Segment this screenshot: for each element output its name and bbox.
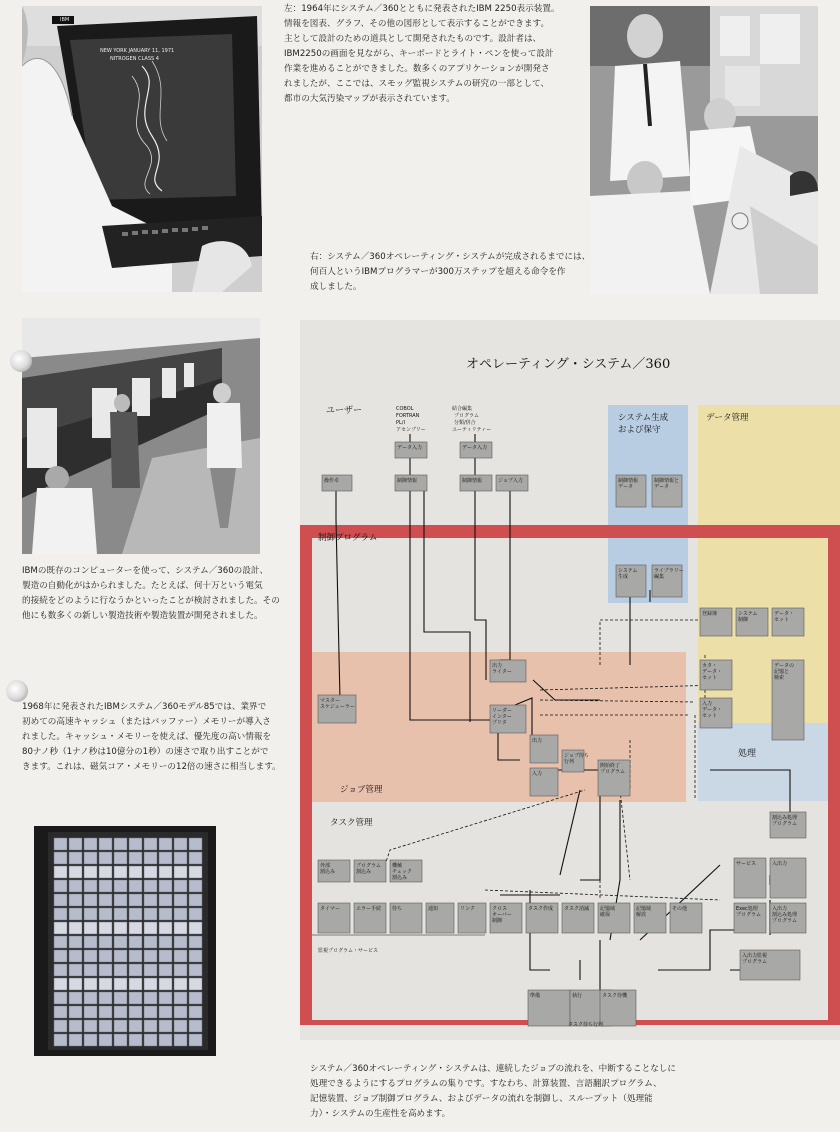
diagram-box-label: タスク作成 [528,906,554,912]
diagram-box-label: データ・ [774,611,795,617]
memory-chip [129,866,142,878]
memory-chip [159,1034,172,1046]
lang-fortran: FORTRAN [396,413,420,419]
caption-line: れましたが、ここでは、スモッグ監視システムの研究の一部として、 [284,79,550,89]
service-label: 監視プログラム・サービス [318,948,378,954]
caption-line: 右：システム／360オペレーティング・システムが完成されるまでには、 [310,252,591,262]
diagram-box-label: ライブラリー [654,568,684,574]
memory-chip [99,838,112,850]
diagram-box-label: 制御情報 [618,478,639,484]
caption-line: 何百人というIBMプログラマーが300万ステップを超える命令を作 [310,267,566,277]
diagram-box-label: 入出力 [772,861,788,867]
memory-chip [159,880,172,892]
memory-chip [114,908,127,920]
memory-chip [54,950,67,962]
diagram-box-label: 待ち [392,906,403,912]
memory-chip [69,908,82,920]
memory-chip [129,880,142,892]
memory-chip [174,1034,187,1046]
diagram-box-label: 制御情報と [654,478,680,484]
memory-chip [129,894,142,906]
diagram-box-label: 割込み処理 [772,815,798,821]
diagram-box-label: 出力 [532,738,543,744]
memory-chip [84,950,97,962]
memory-chip [189,922,202,934]
memory-chip [99,936,112,948]
memory-chip [114,880,127,892]
memory-chip [99,978,112,990]
memory-chip [69,852,82,864]
diagram-box-label: 記憶域 [636,906,652,912]
memory-chip [189,950,202,962]
memory-chip [144,1006,157,1018]
programmers-photo [590,6,818,294]
memory-chip [99,880,112,892]
diagram-box-label: オーバー [492,912,512,918]
memory-chip [54,1020,67,1032]
diagram-box-label: マスター [320,698,341,704]
diagram-box-label: セット [702,713,718,719]
memory-chip [189,964,202,976]
util-program: プログラム [454,413,479,419]
memory-chip [189,894,202,906]
memory-chip [99,908,112,920]
memory-chip [144,950,157,962]
diagram-box-label: 割込み [356,869,372,875]
memory-chip [84,880,97,892]
memory-chip [174,894,187,906]
memory-chip [174,1006,187,1018]
memory-chip [189,866,202,878]
screen-text-line-1: NEW YORK JANUARY 11, 1971 [100,48,175,54]
bullet-marker [10,350,32,372]
memory-chip [114,1034,127,1046]
caption-line: 成しました。 [310,282,362,292]
diagram-box-label: プログラム [736,912,761,918]
diagram-box-label: 入出力監視 [742,953,768,959]
memory-chip [99,894,112,906]
diagram-box-label: システム [738,611,758,617]
diagram-box-label: セット [702,675,718,681]
memory-chip [84,1006,97,1018]
diagram-box-label: タイマー [320,906,340,912]
os360-diagram [300,320,840,1040]
label-processing: 処理 [738,749,757,759]
memory-chip [144,936,157,948]
lang-pl1: PL/I [396,420,405,426]
memory-chip [174,880,187,892]
memory-chip [144,992,157,1004]
diagram-box-label: チェック [392,869,412,875]
diagram-box-label: 制御情報 [462,478,483,484]
memory-chip [159,838,172,850]
memory-chip [69,880,82,892]
diagram-box-label: その他 [672,906,688,912]
diagram-box-label: プログラム [356,863,381,869]
memory-chip [159,852,172,864]
caption-line: 都市の大気汚染マップが表示されています。 [284,94,455,104]
diagram-box-label: タスク待機 [602,993,628,999]
memory-chip [129,950,142,962]
diagram-box-label: データ [654,484,670,490]
diagram-box-label: Exec処理 [736,906,758,912]
memory-chip [159,1020,172,1032]
memory-chip [54,978,67,990]
diagram-box-label: 制御情報 [397,478,418,484]
diagram-box-label: ジョブ待ち [564,753,589,759]
memory-chip [99,1006,112,1018]
memory-chip [174,866,187,878]
memory-chip [159,978,172,990]
diagram-box-label: データ [618,484,634,490]
memory-chip [144,964,157,976]
diagram-box-label: インター [492,714,512,720]
memory-chip [189,992,202,1004]
memory-chip [174,852,187,864]
memory-chip [144,908,157,920]
diagram-box-label: 制御 [738,617,749,623]
diagram-box-label: スケジューラー [320,704,355,710]
caption-line: 他にも数多くの新しい製造技術や製造装置が開発されました。 [22,611,263,621]
diagram-box-label: 準備 [530,993,541,999]
memory-chip [114,852,127,864]
caption-line: システム／360オペレーティング・システムは、連続したジョブの流れを、中断することなしに [310,1064,676,1074]
label-data-management: データ管理 [706,413,749,423]
memory-chip [84,992,97,1004]
memory-chip [144,1020,157,1032]
memory-chip [189,838,202,850]
diagram-box-label: 通知 [428,906,439,912]
caption-line: 力）・システムの生産性を高めます。 [310,1109,451,1119]
diagram-box-label: プログラム [600,769,625,775]
caption-line: IBMの既存のコンピューターを使って、システム／360の設計、 [22,566,269,576]
memory-chip [129,964,142,976]
memory-chip [69,894,82,906]
memory-chip [54,964,67,976]
label-sysgen-2: および保守 [618,425,661,435]
memory-chip [129,922,142,934]
memory-chip [144,922,157,934]
memory-chip [174,950,187,962]
diagram-box-label: 解放 [636,912,647,918]
memory-chip [144,1034,157,1046]
memory-chip [69,866,82,878]
memory-chip [144,852,157,864]
caption-programmers [310,250,590,295]
memory-chip [84,838,97,850]
memory-chip [114,964,127,976]
memory-chip [129,1034,142,1046]
screen-text-line-2: NITROGEN CLASS 4 [110,56,159,62]
memory-chip [159,992,172,1004]
memory-chip [129,908,142,920]
memory-chip [174,992,187,1004]
caption-line: 情報を図表、グラフ、その他の図形として表示することができます。 [284,19,550,29]
diagram-box-label: 編集 [654,574,665,580]
diagram-box-label: 検索 [774,675,785,681]
diagram-box-label: 割込み [320,869,336,875]
memory-chip [189,1020,202,1032]
memory-chip [144,880,157,892]
memory-chip [69,1034,82,1046]
caption-line: きます。これは、磁気コア・メモリーの12倍の速さに相当します。 [22,762,281,772]
caption-line: 記憶装置、ジョブ制御プログラム、およびデータの流れを制御し、スループット（処理能 [310,1094,653,1104]
diagram-box-label: カタ・ [702,663,718,669]
diagram-box-label: データ・ [702,669,723,675]
label-job-management: ジョブ管理 [340,785,383,795]
memory-chip [84,978,97,990]
caption-line: 主として設計のための道具として開発されたものです。設計者は、 [284,34,542,44]
memory-chip [99,992,112,1004]
diagram-box-label: 入力 [702,701,713,707]
memory-chip [54,1006,67,1018]
memory-chip [159,866,172,878]
memory-chip [114,950,127,962]
memory-chip [159,908,172,920]
factory-photo [22,318,260,554]
memory-chip [189,978,202,990]
memory-chip [114,992,127,1004]
memory-chip [159,894,172,906]
diagram-box-label: 記憶域 [600,906,616,912]
memory-chip [159,922,172,934]
diagram-box-label: 登録簿 [702,611,718,617]
memory-chip [189,936,202,948]
diagram-box-label: 行列 [564,759,575,765]
memory-chip [69,936,82,948]
cache-memory-board-photo [34,826,216,1056]
memory-chip [84,1020,97,1032]
label-user: ユーザー [326,406,363,416]
memory-chip [189,852,202,864]
memory-chip [144,978,157,990]
memory-chip [114,936,127,948]
memory-chip [69,992,82,1004]
memory-chip [99,852,112,864]
memory-chip [129,1006,142,1018]
caption-os360 [310,1062,676,1122]
memory-chip [54,908,67,920]
caption-line: 製造の自動化がはかられました。たとえば、何十万という電気 [22,581,263,591]
memory-chip [174,838,187,850]
diagram-box-label: データの [774,663,795,669]
diagram-box-label: クロス [492,906,508,912]
diagram-box-label: プログラム [772,918,797,924]
diagram-box-label: システム [618,568,638,574]
memory-chip [54,880,67,892]
label-task-management: タスク管理 [330,818,373,828]
diagram-box-label: タスク消滅 [564,906,590,912]
lang-assembler: アセンブリー [396,427,426,433]
memory-chip [84,936,97,948]
diagram-box-label: プリタ [492,720,507,726]
diagram-box-label: リンク [460,906,475,912]
memory-chip [69,922,82,934]
memory-chip [84,852,97,864]
diagram-box-label: 入出力 [772,906,788,912]
memory-chip [54,838,67,850]
diagram-box-label: 割込み [392,875,408,881]
task-queue-label: タスク待ち行列 [568,1022,604,1028]
memory-chip [84,894,97,906]
caption-line: IBM2250の画面を見ながら、キーボードとライト・ペンを使って設計 [284,49,554,59]
caption-line: れました。キャッシュ・メモリーを使えば、優先度の高い情報を [22,732,272,742]
memory-chip [174,978,187,990]
ibm-2250-display-photo [22,6,262,292]
caption-ibm-2250 [284,2,560,107]
memory-chip [189,908,202,920]
diagram-box-label: 確保 [600,912,611,918]
caption-factory [22,564,280,624]
memory-chip [84,1034,97,1046]
util-linkage: 結合編集 [452,406,473,412]
caption-line: 初めての高速キャッシュ（またはバッファー）メモリーが導入さ [22,717,271,727]
memory-chip [114,1020,127,1032]
diagram-box-label: 出力 [492,663,503,669]
diagram-box-label: 執行 [572,993,583,999]
caption-line: 1968年に発表されたIBMシステム／360モデル85では、業界で [22,702,267,712]
diagram-box-label: ライター [492,669,512,675]
memory-chip [69,978,82,990]
memory-chip [174,936,187,948]
bullet-marker [6,680,28,702]
diagram-box-label: 外部 [320,863,331,869]
memory-chip [54,894,67,906]
diagram-box-label: 生成 [618,574,629,580]
diagram-box-label: 記憶と [774,669,790,675]
diagram-box-label: 割込み処理 [772,912,798,918]
memory-chip [114,894,127,906]
memory-chip [54,992,67,1004]
memory-chip [144,894,157,906]
diagram-box-label: 入力 [532,771,543,777]
memory-chip [159,1006,172,1018]
processing-region [698,723,828,801]
caption-line: 80ナノ秒（1ナノ秒は10億分の1秒）の速さで取り出すことがで [22,747,269,757]
memory-chip [54,866,67,878]
memory-chip [54,1034,67,1046]
memory-chip [99,922,112,934]
memory-chip [129,852,142,864]
screen-ibm-label: IBM [60,17,70,23]
memory-chip [54,922,67,934]
memory-chip [129,1020,142,1032]
memory-chip [189,1034,202,1046]
memory-chip [174,922,187,934]
caption-line: 処理できるようにするプログラムの集りです。すなわち、計算装置、言語翻訳プログラム、 [310,1079,662,1089]
diagram-box-label: データ入力 [397,445,423,451]
memory-chip [99,1034,112,1046]
memory-chip [189,1006,202,1018]
memory-chip [189,880,202,892]
memory-chip [84,964,97,976]
memory-chip [144,866,157,878]
diagram-box-label: プログラム [742,959,767,965]
diagram-box-label: 開始終了 [600,763,621,769]
diagram-box-label: セット [774,617,790,623]
memory-chip [114,838,127,850]
diagram-box-label: 機械 [392,863,403,869]
lang-cobol: COBOL [396,406,414,412]
memory-chip [69,1006,82,1018]
util-sort: 分類/併合 [454,420,476,426]
memory-chip [84,908,97,920]
memory-chip [69,1020,82,1032]
memory-chip [84,866,97,878]
memory-chip [69,950,82,962]
memory-chip [114,978,127,990]
memory-chip [159,964,172,976]
diagram-box-label: エラー手続 [356,906,382,912]
diagram-box-label: 操作卓 [324,478,340,484]
caption-line: 作業を進めることができました。数多くのアプリケーションが開発さ [284,64,550,74]
memory-chip [54,936,67,948]
memory-chip [129,992,142,1004]
memory-chip [174,964,187,976]
diagram-box-label: 制御 [492,918,503,924]
caption-line: 左：1964年にシステム／360とともに発表されたIBM 2250表示装置。 [284,4,560,14]
memory-chip [69,964,82,976]
caption-model-85 [22,700,281,775]
label-control-program: 制御プログラム [318,533,378,543]
caption-line: 的接続をどのように行なうかといったことが検討されました。その [22,596,280,606]
memory-chip [99,866,112,878]
memory-chip [99,1020,112,1032]
memory-chip [159,950,172,962]
memory-chip [144,838,157,850]
memory-chip [129,936,142,948]
memory-chip [174,908,187,920]
memory-chip [99,950,112,962]
diagram-title: オペレーティング・システム／360 [466,357,671,372]
memory-chip [159,936,172,948]
memory-chip [174,1020,187,1032]
memory-chip [69,838,82,850]
util-utility: ユーティリティー [452,427,492,433]
memory-chip [84,922,97,934]
memory-chip [114,922,127,934]
diagram-box-label: プログラム [772,821,797,827]
diagram-box-label: データ・ [702,707,723,713]
memory-chip [114,866,127,878]
diagram-box-label: データ入力 [462,445,488,451]
diagram-box-label: ジョブ入力 [498,478,523,484]
memory-chip [54,852,67,864]
label-sysgen-1: システム生成 [618,413,669,423]
diagram-box-label: リーダー [492,708,513,714]
memory-chip [129,978,142,990]
diagram-box-label: サービス [736,861,757,867]
memory-chip [99,964,112,976]
memory-chip [114,1006,127,1018]
memory-chip [129,838,142,850]
